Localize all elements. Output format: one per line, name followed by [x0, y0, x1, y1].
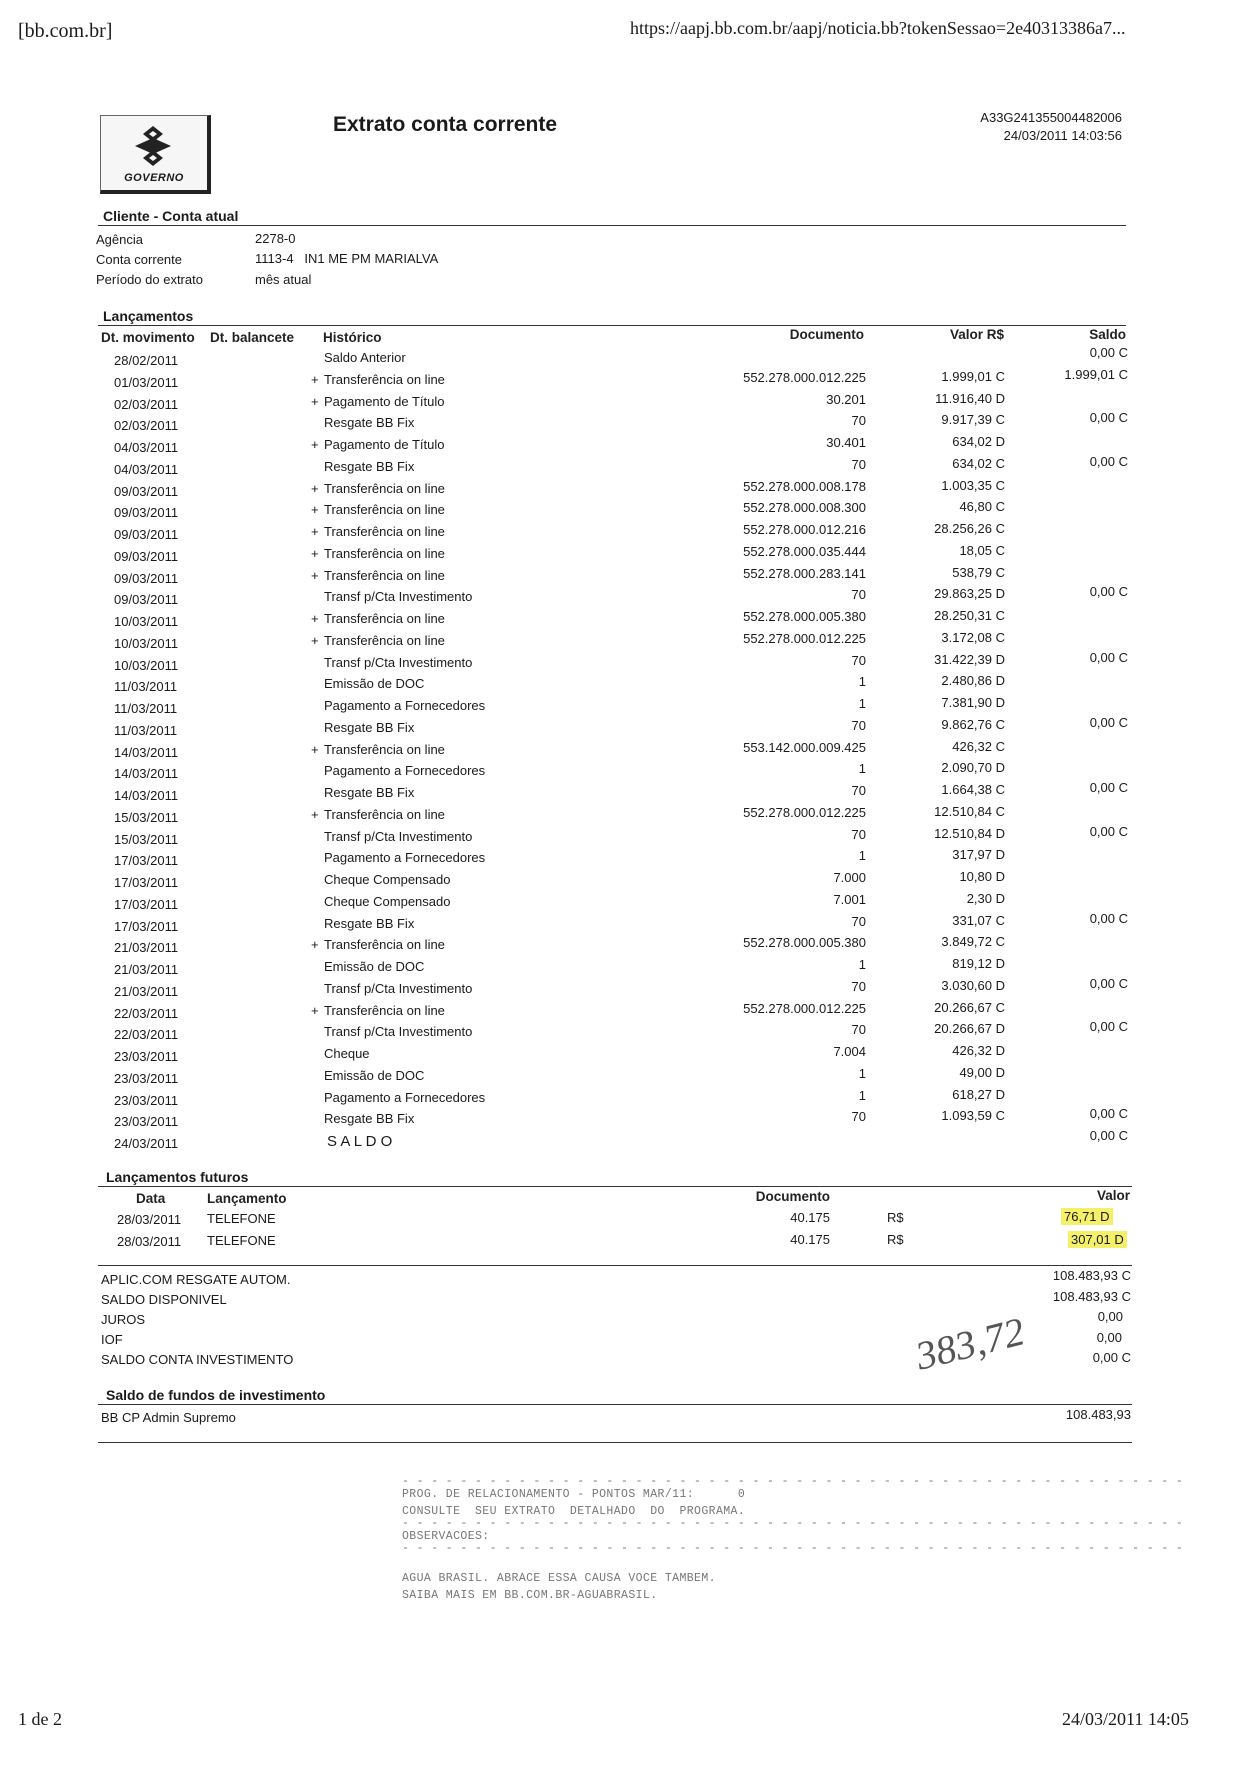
summary-value: 108.483,93 C [1052, 1289, 1131, 1304]
row-documento: 1 [858, 957, 866, 972]
row-documento: 552.278.000.005.380 [743, 935, 866, 950]
row-date: 11/03/2011 [114, 723, 178, 738]
row-historico: Resgate BB Fix [324, 1111, 415, 1126]
header-dt-movimento: Dt. movimento [101, 330, 195, 345]
row-documento: 70 [851, 1109, 866, 1124]
row-date: 17/03/2011 [114, 853, 179, 868]
row-date: 04/03/2011 [114, 440, 179, 455]
row-prefix: + [311, 546, 319, 561]
row-documento: 70 [851, 783, 866, 798]
field-label: Agência [96, 232, 143, 247]
row-date: 10/03/2011 [114, 636, 179, 651]
row-documento: 70 [851, 653, 866, 668]
field-label: Período do extrato [96, 272, 203, 287]
print-page-number: 1 de 2 [18, 1709, 62, 1729]
header-dt-balancete: Dt. balancete [210, 330, 295, 345]
row-documento: 70 [851, 827, 866, 842]
row-historico: Pagamento a Fornecedores [324, 1090, 486, 1105]
row-documento: 552.278.000.012.225 [743, 805, 866, 820]
row-documento: 1 [858, 1066, 866, 1081]
row-saldo: 0,00 C [1089, 454, 1128, 469]
row-date: 02/03/2011 [114, 397, 179, 412]
row-saldo: 0,00 C [1089, 976, 1128, 991]
row-prefix: + [311, 481, 319, 496]
row-valor: 10,80 D [959, 869, 1005, 884]
row-valor: 2.480,86 D [941, 673, 1005, 688]
row-prefix: + [311, 524, 319, 539]
row-valor: 538,79 C [952, 565, 1005, 580]
row-prefix: + [311, 1003, 319, 1018]
row-historico: Resgate BB Fix [324, 415, 415, 430]
row-documento: 552.278.000.012.225 [743, 631, 866, 646]
row-historico: Transferência on line [324, 807, 445, 822]
summary-label: IOF [101, 1332, 123, 1347]
row-valor: 12.510,84 C [934, 804, 1005, 819]
row-historico: Transferência on line [324, 481, 445, 496]
row-documento: 30.401 [826, 435, 866, 450]
row-date: 17/03/2011 [114, 897, 179, 912]
summary-value: 0,00 [1097, 1309, 1123, 1324]
summary-value: 108.483,93 C [1052, 1268, 1131, 1283]
row-valor: 634,02 C [952, 456, 1005, 471]
row-valor: 3.849,72 C [941, 934, 1005, 949]
row-documento: 552.278.000.012.225 [743, 1001, 866, 1016]
row-historico: Transferência on line [324, 372, 445, 387]
future-doc: 40.175 [790, 1210, 830, 1225]
row-documento: 552.278.000.008.178 [743, 479, 866, 494]
row-historico: Resgate BB Fix [324, 720, 415, 735]
row-valor: 49,00 D [959, 1065, 1005, 1080]
divider [98, 1265, 1132, 1266]
row-documento: 1 [858, 1088, 866, 1103]
row-historico: Transf p/Cta Investimento [324, 829, 473, 844]
row-prefix: + [311, 611, 319, 626]
row-valor: 9.917,39 C [941, 412, 1005, 427]
print-label: [bb.com.br] [18, 20, 113, 42]
row-saldo: 0,00 C [1089, 1019, 1128, 1034]
summary-label: SALDO CONTA INVESTIMENTO [101, 1352, 294, 1367]
row-date: 09/03/2011 [114, 505, 179, 520]
header-saldo: Saldo [1089, 327, 1126, 342]
row-valor: 31.422,39 D [934, 652, 1005, 667]
row-date: 09/03/2011 [114, 592, 179, 607]
row-historico: Cheque Compensado [324, 894, 451, 909]
row-date: 15/03/2011 [114, 810, 179, 825]
row-historico: Pagamento a Fornecedores [324, 763, 486, 778]
row-valor: 18,05 C [959, 543, 1005, 558]
row-valor: 1.999,01 C [941, 369, 1005, 384]
row-valor: 2.090,70 D [941, 760, 1005, 775]
row-documento: 1 [858, 696, 866, 711]
summary-value: 0,00 C [1092, 1350, 1131, 1365]
row-saldo: 0,00 C [1089, 650, 1128, 665]
client-section-title: Cliente - Conta atual [103, 208, 239, 224]
future-date: 28/03/2011 [117, 1234, 182, 1249]
notice-line: CONSULTE SEU EXTRATO DETALHADO DO PROGRAMA. [402, 1505, 746, 1518]
row-historico: Transferência on line [324, 502, 445, 517]
row-documento: 1 [858, 761, 866, 776]
row-historico: Transf p/Cta Investimento [324, 1024, 473, 1039]
document-datetime: 24/03/2011 14:03:56 [1003, 128, 1122, 143]
row-documento: 70 [851, 914, 866, 929]
row-historico: Transferência on line [324, 742, 445, 757]
print-datetime: 24/03/2011 14:05 [1062, 1709, 1189, 1729]
summary-label: SALDO DISPONIVEL [101, 1292, 227, 1307]
row-valor: 634,02 D [952, 434, 1005, 449]
row-saldo: 0,00 C [1089, 1106, 1128, 1121]
row-historico: Pagamento a Fornecedores [324, 850, 486, 865]
divider [98, 1404, 1132, 1405]
row-historico: Transferência on line [324, 633, 445, 648]
row-valor: 819,12 D [952, 956, 1005, 971]
row-valor: 426,32 D [952, 1043, 1005, 1058]
row-historico: Transferência on line [324, 937, 445, 952]
row-date: 21/03/2011 [114, 962, 179, 977]
field-value: 2278-0 [255, 231, 296, 246]
divider [98, 1186, 1132, 1187]
row-documento: 70 [851, 979, 866, 994]
divider [98, 225, 1126, 226]
row-historico: Cheque Compensado [324, 872, 451, 887]
notice-line: PROG. DE RELACIONAMENTO - PONTOS MAR/11: 0 [402, 1488, 746, 1501]
row-valor: 1.664,38 C [941, 782, 1005, 797]
row-valor: 618,27 D [952, 1087, 1005, 1102]
row-historico: Saldo Anterior [324, 350, 406, 365]
row-historico: Transf p/Cta Investimento [324, 589, 473, 604]
row-date: 11/03/2011 [114, 701, 178, 716]
header-valor: Valor R$ [949, 327, 1004, 342]
row-prefix: + [311, 807, 319, 822]
header-valor: Valor [1096, 1188, 1130, 1203]
row-saldo: 0,00 C [1089, 715, 1128, 730]
row-documento: 30.201 [826, 392, 866, 407]
row-historico: Transferência on line [324, 568, 445, 583]
row-historico: Resgate BB Fix [324, 916, 415, 931]
row-date: 04/03/2011 [114, 462, 179, 477]
row-historico: Transferência on line [324, 1003, 445, 1018]
row-valor: 317,97 D [952, 847, 1005, 862]
row-date: 24/03/2011 [114, 1136, 179, 1151]
page-title: Extrato conta corrente [333, 113, 558, 136]
row-historico: Transferência on line [324, 524, 445, 539]
row-historico: Transferência on line [324, 611, 445, 626]
row-documento: 552.278.000.012.225 [743, 370, 866, 385]
row-date: 28/02/2011 [114, 353, 179, 368]
row-date: 23/03/2011 [114, 1114, 179, 1129]
header-documento: Documento [755, 1189, 830, 1204]
row-historico: Resgate BB Fix [324, 785, 415, 800]
summary-label: APLIC.COM RESGATE AUTOM. [101, 1272, 291, 1287]
future-currency: R$ [887, 1210, 904, 1225]
row-date: 23/03/2011 [114, 1093, 179, 1108]
row-historico: Cheque [324, 1046, 370, 1061]
row-date: 10/03/2011 [114, 614, 179, 629]
row-documento: 552.278.000.283.141 [743, 566, 866, 581]
field-label: Conta corrente [96, 252, 182, 267]
row-documento: 552.278.000.012.216 [743, 522, 866, 537]
notice-line: AGUA BRASIL. ABRACE ESSA CAUSA VOCE TAMBEM. [402, 1572, 716, 1585]
row-prefix: + [311, 742, 319, 757]
summary-value: 0,00 [1096, 1330, 1122, 1345]
row-date: 17/03/2011 [114, 875, 179, 890]
row-documento: 70 [851, 457, 866, 472]
row-saldo: 0,00 C [1089, 824, 1128, 839]
funds-section-title: Saldo de fundos de investimento [106, 1387, 326, 1403]
row-prefix: + [311, 437, 319, 452]
header-data: Data [136, 1191, 166, 1206]
header-documento: Documento [789, 327, 864, 342]
row-valor: 426,32 C [952, 739, 1005, 754]
row-documento: 552.278.000.035.444 [743, 544, 866, 559]
divider [98, 1442, 1132, 1443]
row-documento: 70 [851, 718, 866, 733]
row-date: 23/03/2011 [114, 1049, 179, 1064]
row-historico: Transf p/Cta Investimento [324, 981, 473, 996]
row-saldo: 0,00 C [1089, 911, 1128, 926]
row-date: 21/03/2011 [114, 984, 179, 999]
row-prefix: + [311, 502, 319, 517]
bank-logo [100, 115, 211, 194]
row-historico: Transf p/Cta Investimento [324, 655, 473, 670]
fund-label: BB CP Admin Supremo [101, 1410, 236, 1425]
row-prefix: + [311, 937, 319, 952]
row-date: 14/03/2011 [114, 788, 179, 803]
row-date: 14/03/2011 [114, 745, 179, 760]
row-documento: 553.142.000.009.425 [743, 740, 866, 755]
row-valor: 20.266,67 D [934, 1021, 1005, 1036]
future-valor: 307,01 D [1068, 1231, 1127, 1248]
row-date: 09/03/2011 [114, 549, 179, 564]
row-documento: 70 [851, 413, 866, 428]
dashed-divider: - - - - - - - - - - - - - - - - - - - - - - - - - - - - - - - - - - - - - - - - - - - - - - - - - - - - - - [402, 1475, 1184, 1488]
row-documento: 1 [858, 674, 866, 689]
document-code: A33G241355004482006 [980, 110, 1122, 125]
row-saldo: 0,00 C [1089, 780, 1128, 795]
field-value: 1113-4 IN1 ME PM MARIALVA [255, 251, 439, 266]
row-date: 23/03/2011 [114, 1071, 179, 1086]
row-documento: 552.278.000.008.300 [743, 500, 866, 515]
row-date: 22/03/2011 [114, 1006, 179, 1021]
future-valor: 76,71 D [1061, 1208, 1113, 1225]
fund-value: 108.483,93 [1065, 1407, 1131, 1422]
row-historico: Resgate BB Fix [324, 459, 415, 474]
row-date: 15/03/2011 [114, 832, 179, 847]
row-valor: 46,80 C [959, 499, 1005, 514]
row-valor: 7.381,90 D [941, 695, 1005, 710]
row-valor: 2,30 D [966, 891, 1005, 906]
row-valor: 1.003,35 C [941, 478, 1005, 493]
row-date: 22/03/2011 [114, 1027, 179, 1042]
row-date: 02/03/2011 [114, 418, 179, 433]
row-saldo: 0,00 C [1089, 345, 1128, 360]
dashed-divider: - - - - - - - - - - - - - - - - - - - - - - - - - - - - - - - - - - - - - - - - - - - - - - - - - - - - - - [402, 1542, 1184, 1555]
row-saldo: 0,00 C [1089, 410, 1128, 425]
row-date: 09/03/2011 [114, 571, 179, 586]
dashed-divider: - - - - - - - - - - - - - - - - - - - - - - - - - - - - - - - - - - - - - - - - - - - - - - - - - - - - - - [402, 1517, 1184, 1530]
future-desc: TELEFONE [207, 1211, 276, 1226]
row-historico: Transferência on line [324, 546, 445, 561]
notice-line: SAIBA MAIS EM BB.COM.BR-AGUABRASIL. [402, 1589, 658, 1602]
future-section-title: Lançamentos futuros [106, 1169, 249, 1185]
row-historico: S A L D O [327, 1133, 393, 1150]
row-date: 21/03/2011 [114, 940, 179, 955]
summary-label: JUROS [101, 1312, 146, 1327]
row-valor: 1.093,59 C [941, 1108, 1005, 1123]
divider [98, 325, 1126, 326]
row-historico: Pagamento a Fornecedores [324, 698, 486, 713]
row-valor: 9.862,76 C [941, 717, 1005, 732]
row-valor: 3.030,60 D [941, 978, 1005, 993]
row-date: 09/03/2011 [114, 527, 179, 542]
row-valor: 28.256,26 C [934, 521, 1005, 536]
bb-logo-icon [129, 124, 177, 168]
row-date: 01/03/2011 [114, 375, 179, 390]
print-url: https://aapj.bb.com.br/aapj/noticia.bb?tokenSessao=2e40313386a7... [630, 18, 1126, 38]
row-prefix: + [311, 394, 319, 409]
future-doc: 40.175 [790, 1232, 830, 1247]
header-lancamento: Lançamento [207, 1191, 287, 1206]
row-documento: 7.000 [833, 870, 866, 885]
notice-box [402, 1475, 1184, 1604]
row-documento: 70 [851, 1022, 866, 1037]
row-date: 09/03/2011 [114, 484, 179, 499]
row-saldo: 1.999,01 C [1064, 367, 1128, 382]
row-prefix: + [311, 633, 319, 648]
row-documento: 1 [858, 848, 866, 863]
row-documento: 7.001 [833, 892, 866, 907]
entries-section-title: Lançamentos [103, 308, 194, 324]
row-valor: 28.250,31 C [934, 608, 1005, 623]
future-currency: R$ [887, 1232, 904, 1247]
row-documento: 7.004 [833, 1044, 866, 1059]
row-date: 11/03/2011 [114, 679, 178, 694]
row-date: 17/03/2011 [114, 919, 179, 934]
field-value: mês atual [255, 272, 312, 287]
row-documento: 552.278.000.005.380 [743, 609, 866, 624]
logo-text: GOVERNO [124, 172, 184, 184]
row-prefix: + [311, 372, 319, 387]
future-desc: TELEFONE [207, 1233, 276, 1248]
header-historico: Histórico [323, 330, 382, 345]
row-saldo: 0,00 C [1089, 1128, 1128, 1143]
notice-line: OBSERVACOES: [402, 1530, 490, 1543]
row-saldo: 0,00 C [1089, 584, 1128, 599]
row-valor: 12.510,84 D [934, 826, 1005, 841]
future-date: 28/03/2011 [117, 1212, 182, 1227]
handwritten-note: 383,72 [911, 1308, 1029, 1379]
row-valor: 29.863,25 D [934, 586, 1005, 601]
row-valor: 331,07 C [952, 913, 1005, 928]
row-historico: Emissão de DOC [324, 959, 425, 974]
row-historico: Emissão de DOC [324, 1068, 425, 1083]
row-historico: Pagamento de Título [324, 437, 445, 452]
row-historico: Pagamento de Título [324, 394, 445, 409]
row-historico: Emissão de DOC [324, 676, 425, 691]
row-documento: 70 [851, 587, 866, 602]
row-date: 10/03/2011 [114, 658, 179, 673]
row-date: 14/03/2011 [114, 766, 179, 781]
row-valor: 3.172,08 C [941, 630, 1005, 645]
row-valor: 20.266,67 C [934, 1000, 1005, 1015]
row-valor: 11.916,40 D [935, 391, 1005, 406]
row-prefix: + [311, 568, 319, 583]
